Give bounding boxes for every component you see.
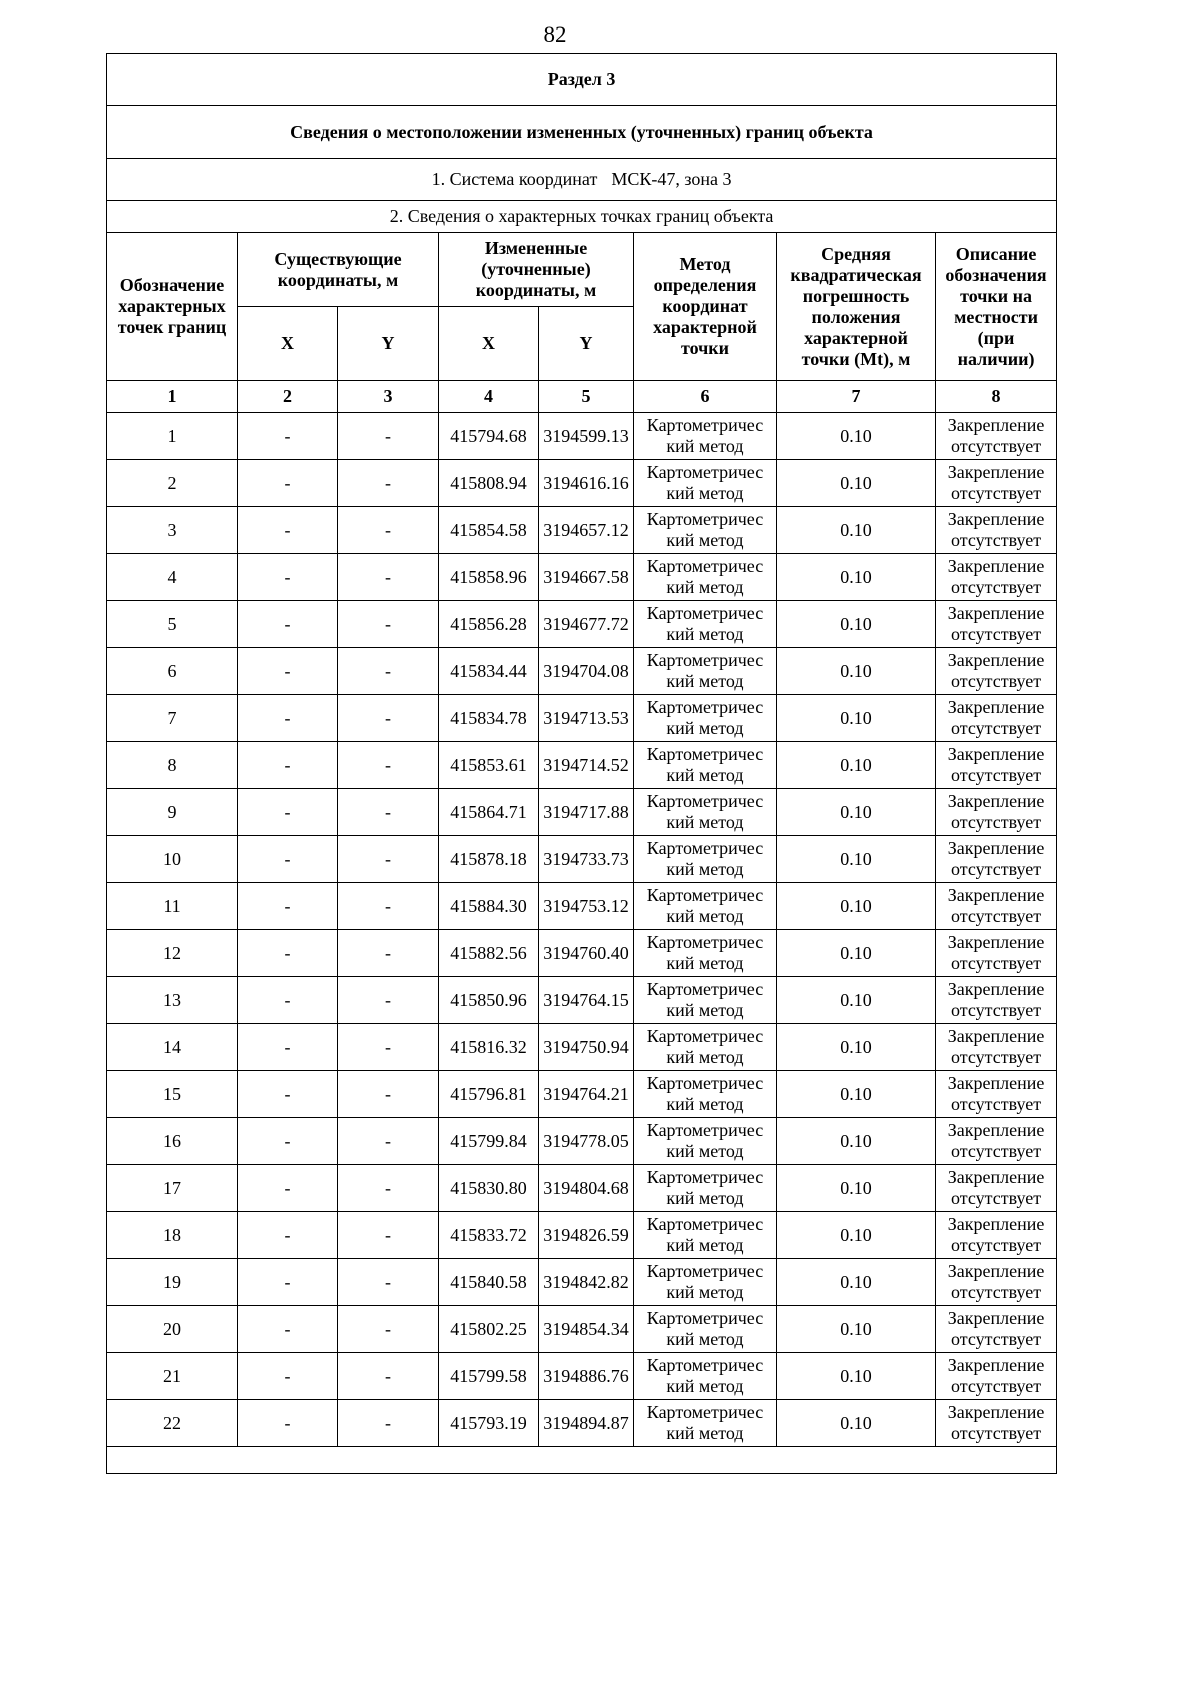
method-cell: Картометричес кий метод: [634, 648, 777, 695]
mean-error-cell: 0.10: [777, 648, 936, 695]
existing-y-cell: -: [338, 460, 439, 507]
changed-y-cell: 3194667.58: [539, 554, 634, 601]
changed-y-cell: 3194599.13: [539, 413, 634, 460]
changed-y-cell: 3194733.73: [539, 836, 634, 883]
mean-error-cell: 0.10: [777, 1259, 936, 1306]
description-cell: Закрепление отсутствует: [936, 836, 1057, 883]
description-cell: Закрепление отсутствует: [936, 460, 1057, 507]
section-title: Раздел 3: [107, 54, 1057, 106]
header-changed-y: Y: [539, 307, 634, 381]
existing-y-cell: -: [338, 1306, 439, 1353]
column-number: 6: [634, 381, 777, 413]
existing-y-cell: -: [338, 789, 439, 836]
description-cell: Закрепление отсутствует: [936, 601, 1057, 648]
header-row-1: [107, 233, 1057, 307]
changed-y-cell: 3194704.08: [539, 648, 634, 695]
mean-error-cell: 0.10: [777, 789, 936, 836]
page-number: 82: [543, 22, 567, 47]
mean-error-cell: 0.10: [777, 1400, 936, 1447]
method-cell: Картометричес кий метод: [634, 1118, 777, 1165]
existing-x-cell: -: [238, 507, 338, 554]
existing-x-cell: -: [238, 1353, 338, 1400]
existing-y-cell: -: [338, 1165, 439, 1212]
changed-y-cell: 3194764.21: [539, 1071, 634, 1118]
existing-y-cell: -: [338, 695, 439, 742]
section-row: [107, 54, 1057, 106]
table-row: [107, 1353, 1057, 1400]
table-row: [107, 1165, 1057, 1212]
existing-y-cell: -: [338, 413, 439, 460]
description-cell: Закрепление отсутствует: [936, 554, 1057, 601]
header-description: Описание обозначения точки на местности (при наличии): [936, 233, 1057, 381]
changed-x-cell: 415799.84: [439, 1118, 539, 1165]
method-cell: Картометричес кий метод: [634, 977, 777, 1024]
mean-error-cell: 0.10: [777, 695, 936, 742]
method-cell: Картометричес кий метод: [634, 1165, 777, 1212]
column-number: 2: [238, 381, 338, 413]
point-number-cell: 12: [107, 930, 238, 977]
method-cell: Картометричес кий метод: [634, 883, 777, 930]
description-cell: Закрепление отсутствует: [936, 1353, 1057, 1400]
changed-x-cell: 415834.44: [439, 648, 539, 695]
coordinate-system-cell: [107, 159, 1057, 201]
description-cell: Закрепление отсутствует: [936, 977, 1057, 1024]
changed-x-cell: 415830.80: [439, 1165, 539, 1212]
description-cell: Закрепление отсутствует: [936, 883, 1057, 930]
header-mean-error: Средняя квадратическая погрешность положения характерной точки (Mt), м: [777, 233, 936, 381]
table-row: [107, 1400, 1057, 1447]
changed-x-cell: 415833.72: [439, 1212, 539, 1259]
changed-x-cell: 415884.30: [439, 883, 539, 930]
mean-error-cell: 0.10: [777, 742, 936, 789]
point-number-cell: 10: [107, 836, 238, 883]
existing-x-cell: -: [238, 554, 338, 601]
mean-error-cell: 0.10: [777, 554, 936, 601]
method-cell: Картометричес кий метод: [634, 789, 777, 836]
existing-y-cell: -: [338, 836, 439, 883]
changed-x-cell: 415878.18: [439, 836, 539, 883]
section-subtitle: Сведения о местоположении измененных (уточненных) границ объекта: [107, 106, 1057, 159]
existing-x-cell: -: [238, 883, 338, 930]
table-row: [107, 1306, 1057, 1353]
description-cell: Закрепление отсутствует: [936, 1024, 1057, 1071]
table-row: [107, 1071, 1057, 1118]
existing-y-cell: -: [338, 648, 439, 695]
changed-y-cell: 3194713.53: [539, 695, 634, 742]
point-number-cell: 11: [107, 883, 238, 930]
mean-error-cell: 0.10: [777, 883, 936, 930]
method-cell: Картометричес кий метод: [634, 507, 777, 554]
existing-y-cell: -: [338, 930, 439, 977]
point-number-cell: 17: [107, 1165, 238, 1212]
point-number-cell: 6: [107, 648, 238, 695]
column-numbers-row: [107, 381, 1057, 413]
subtitle-row: [107, 106, 1057, 159]
existing-x-cell: -: [238, 977, 338, 1024]
changed-x-cell: 415834.78: [439, 695, 539, 742]
column-number: 8: [936, 381, 1057, 413]
table-footer-row: [107, 1447, 1057, 1474]
mean-error-cell: 0.10: [777, 1165, 936, 1212]
table-row: [107, 507, 1057, 554]
header-changed-x: X: [439, 307, 539, 381]
point-number-cell: 18: [107, 1212, 238, 1259]
table-row: [107, 1212, 1057, 1259]
existing-x-cell: -: [238, 648, 338, 695]
method-cell: Картометричес кий метод: [634, 1212, 777, 1259]
existing-y-cell: -: [338, 1400, 439, 1447]
points-heading-row: [107, 201, 1057, 233]
existing-y-cell: -: [338, 1212, 439, 1259]
coordinate-system-row: [107, 159, 1057, 201]
description-cell: Закрепление отсутствует: [936, 1165, 1057, 1212]
changed-y-cell: 3194842.82: [539, 1259, 634, 1306]
column-number: 4: [439, 381, 539, 413]
table-row: [107, 742, 1057, 789]
description-cell: Закрепление отсутствует: [936, 789, 1057, 836]
existing-y-cell: -: [338, 1259, 439, 1306]
existing-x-cell: -: [238, 460, 338, 507]
changed-y-cell: 3194886.76: [539, 1353, 634, 1400]
changed-y-cell: 3194657.12: [539, 507, 634, 554]
changed-y-cell: 3194760.40: [539, 930, 634, 977]
header-changed-coordinates: Измененные (уточненные) координаты, м: [439, 233, 634, 307]
mean-error-cell: 0.10: [777, 507, 936, 554]
changed-x-cell: 415796.81: [439, 1071, 539, 1118]
point-number-cell: 2: [107, 460, 238, 507]
changed-x-cell: 415799.58: [439, 1353, 539, 1400]
existing-y-cell: -: [338, 1353, 439, 1400]
table-row: [107, 977, 1057, 1024]
table-row: [107, 1118, 1057, 1165]
changed-x-cell: 415882.56: [439, 930, 539, 977]
changed-x-cell: 415864.71: [439, 789, 539, 836]
mean-error-cell: 0.10: [777, 460, 936, 507]
point-number-cell: 21: [107, 1353, 238, 1400]
header-existing-coordinates: Существующие координаты, м: [238, 233, 439, 307]
table-row: [107, 601, 1057, 648]
existing-x-cell: -: [238, 1400, 338, 1447]
point-number-cell: 9: [107, 789, 238, 836]
changed-x-cell: 415853.61: [439, 742, 539, 789]
table-row: [107, 460, 1057, 507]
method-cell: Картометричес кий метод: [634, 601, 777, 648]
changed-y-cell: 3194894.87: [539, 1400, 634, 1447]
method-cell: Картометричес кий метод: [634, 1353, 777, 1400]
changed-y-cell: 3194616.16: [539, 460, 634, 507]
method-cell: Картометричес кий метод: [634, 1306, 777, 1353]
changed-x-cell: 415850.96: [439, 977, 539, 1024]
description-cell: Закрепление отсутствует: [936, 507, 1057, 554]
table-row: [107, 648, 1057, 695]
method-cell: Картометричес кий метод: [634, 413, 777, 460]
existing-x-cell: -: [238, 1071, 338, 1118]
description-cell: Закрепление отсутствует: [936, 695, 1057, 742]
existing-y-cell: -: [338, 977, 439, 1024]
existing-x-cell: -: [238, 1165, 338, 1212]
mean-error-cell: 0.10: [777, 1212, 936, 1259]
point-number-cell: 16: [107, 1118, 238, 1165]
header-existing-y: Y: [338, 307, 439, 381]
changed-y-cell: 3194826.59: [539, 1212, 634, 1259]
mean-error-cell: 0.10: [777, 1353, 936, 1400]
mean-error-cell: 0.10: [777, 1071, 936, 1118]
changed-x-cell: 415808.94: [439, 460, 539, 507]
existing-x-cell: -: [238, 601, 338, 648]
header-existing-x: X: [238, 307, 338, 381]
existing-y-cell: -: [338, 601, 439, 648]
existing-x-cell: -: [238, 1306, 338, 1353]
changed-y-cell: 3194804.68: [539, 1165, 634, 1212]
existing-y-cell: -: [338, 1071, 439, 1118]
changed-x-cell: 415858.96: [439, 554, 539, 601]
description-cell: Закрепление отсутствует: [936, 1071, 1057, 1118]
header-method: Метод определения координат характерной точки: [634, 233, 777, 381]
existing-y-cell: -: [338, 507, 439, 554]
boundary-points-table: [106, 53, 1057, 1474]
point-number-cell: 3: [107, 507, 238, 554]
changed-y-cell: 3194778.05: [539, 1118, 634, 1165]
method-cell: Картометричес кий метод: [634, 742, 777, 789]
changed-x-cell: 415856.28: [439, 601, 539, 648]
table-row: [107, 413, 1057, 460]
changed-x-cell: 415816.32: [439, 1024, 539, 1071]
point-number-cell: 20: [107, 1306, 238, 1353]
table-row: [107, 554, 1057, 601]
method-cell: Картометричес кий метод: [634, 1071, 777, 1118]
changed-y-cell: 3194854.34: [539, 1306, 634, 1353]
method-cell: Картометричес кий метод: [634, 930, 777, 977]
changed-y-cell: 3194677.72: [539, 601, 634, 648]
description-cell: Закрепление отсутствует: [936, 1259, 1057, 1306]
existing-x-cell: -: [238, 695, 338, 742]
mean-error-cell: 0.10: [777, 1118, 936, 1165]
description-cell: Закрепление отсутствует: [936, 930, 1057, 977]
table-footer-cell: [107, 1447, 1057, 1474]
changed-y-cell: 3194764.15: [539, 977, 634, 1024]
column-number: 1: [107, 381, 238, 413]
description-cell: Закрепление отсутствует: [936, 413, 1057, 460]
method-cell: Картометричес кий метод: [634, 1024, 777, 1071]
mean-error-cell: 0.10: [777, 1306, 936, 1353]
table-row: [107, 789, 1057, 836]
coordinate-system-value: МСК-47, зона 3: [611, 169, 732, 189]
mean-error-cell: 0.10: [777, 930, 936, 977]
changed-y-cell: 3194750.94: [539, 1024, 634, 1071]
table-row: [107, 1259, 1057, 1306]
description-cell: Закрепление отсутствует: [936, 1118, 1057, 1165]
existing-x-cell: -: [238, 413, 338, 460]
mean-error-cell: 0.10: [777, 601, 936, 648]
table-row: [107, 836, 1057, 883]
changed-x-cell: 415794.68: [439, 413, 539, 460]
existing-x-cell: -: [238, 1118, 338, 1165]
method-cell: Картометричес кий метод: [634, 836, 777, 883]
existing-x-cell: -: [238, 742, 338, 789]
mean-error-cell: 0.10: [777, 836, 936, 883]
existing-x-cell: -: [238, 930, 338, 977]
table-row: [107, 1024, 1057, 1071]
point-number-cell: 22: [107, 1400, 238, 1447]
changed-y-cell: 3194717.88: [539, 789, 634, 836]
header-point-designation: Обозначение характерных точек границ: [107, 233, 238, 381]
point-number-cell: 4: [107, 554, 238, 601]
description-cell: Закрепление отсутствует: [936, 1306, 1057, 1353]
changed-x-cell: 415840.58: [439, 1259, 539, 1306]
changed-x-cell: 415802.25: [439, 1306, 539, 1353]
existing-x-cell: -: [238, 836, 338, 883]
column-number: 7: [777, 381, 936, 413]
coordinate-system-label: 1. Система координат: [431, 169, 598, 189]
table-row: [107, 695, 1057, 742]
points-heading: 2. Сведения о характерных точках границ объекта: [107, 201, 1057, 233]
existing-y-cell: -: [338, 1024, 439, 1071]
changed-x-cell: 415854.58: [439, 507, 539, 554]
table-row: [107, 883, 1057, 930]
column-number: 3: [338, 381, 439, 413]
description-cell: Закрепление отсутствует: [936, 742, 1057, 789]
column-number: 5: [539, 381, 634, 413]
method-cell: Картометричес кий метод: [634, 554, 777, 601]
changed-y-cell: 3194753.12: [539, 883, 634, 930]
method-cell: Картометричес кий метод: [634, 1259, 777, 1306]
description-cell: Закрепление отсутствует: [936, 1212, 1057, 1259]
existing-x-cell: -: [238, 789, 338, 836]
method-cell: Картометричес кий метод: [634, 1400, 777, 1447]
existing-y-cell: -: [338, 883, 439, 930]
table-row: [107, 930, 1057, 977]
description-cell: Закрепление отсутствует: [936, 1400, 1057, 1447]
existing-x-cell: -: [238, 1212, 338, 1259]
point-number-cell: 13: [107, 977, 238, 1024]
method-cell: Картометричес кий метод: [634, 695, 777, 742]
point-number-cell: 8: [107, 742, 238, 789]
existing-x-cell: -: [238, 1259, 338, 1306]
method-cell: Картометричес кий метод: [634, 460, 777, 507]
point-number-cell: 15: [107, 1071, 238, 1118]
mean-error-cell: 0.10: [777, 1024, 936, 1071]
mean-error-cell: 0.10: [777, 977, 936, 1024]
mean-error-cell: 0.10: [777, 413, 936, 460]
existing-x-cell: -: [238, 1024, 338, 1071]
changed-y-cell: 3194714.52: [539, 742, 634, 789]
changed-x-cell: 415793.19: [439, 1400, 539, 1447]
point-number-cell: 14: [107, 1024, 238, 1071]
point-number-cell: 5: [107, 601, 238, 648]
existing-y-cell: -: [338, 1118, 439, 1165]
point-number-cell: 19: [107, 1259, 238, 1306]
description-cell: Закрепление отсутствует: [936, 648, 1057, 695]
existing-y-cell: -: [338, 742, 439, 789]
point-number-cell: 7: [107, 695, 238, 742]
point-number-cell: 1: [107, 413, 238, 460]
existing-y-cell: -: [338, 554, 439, 601]
